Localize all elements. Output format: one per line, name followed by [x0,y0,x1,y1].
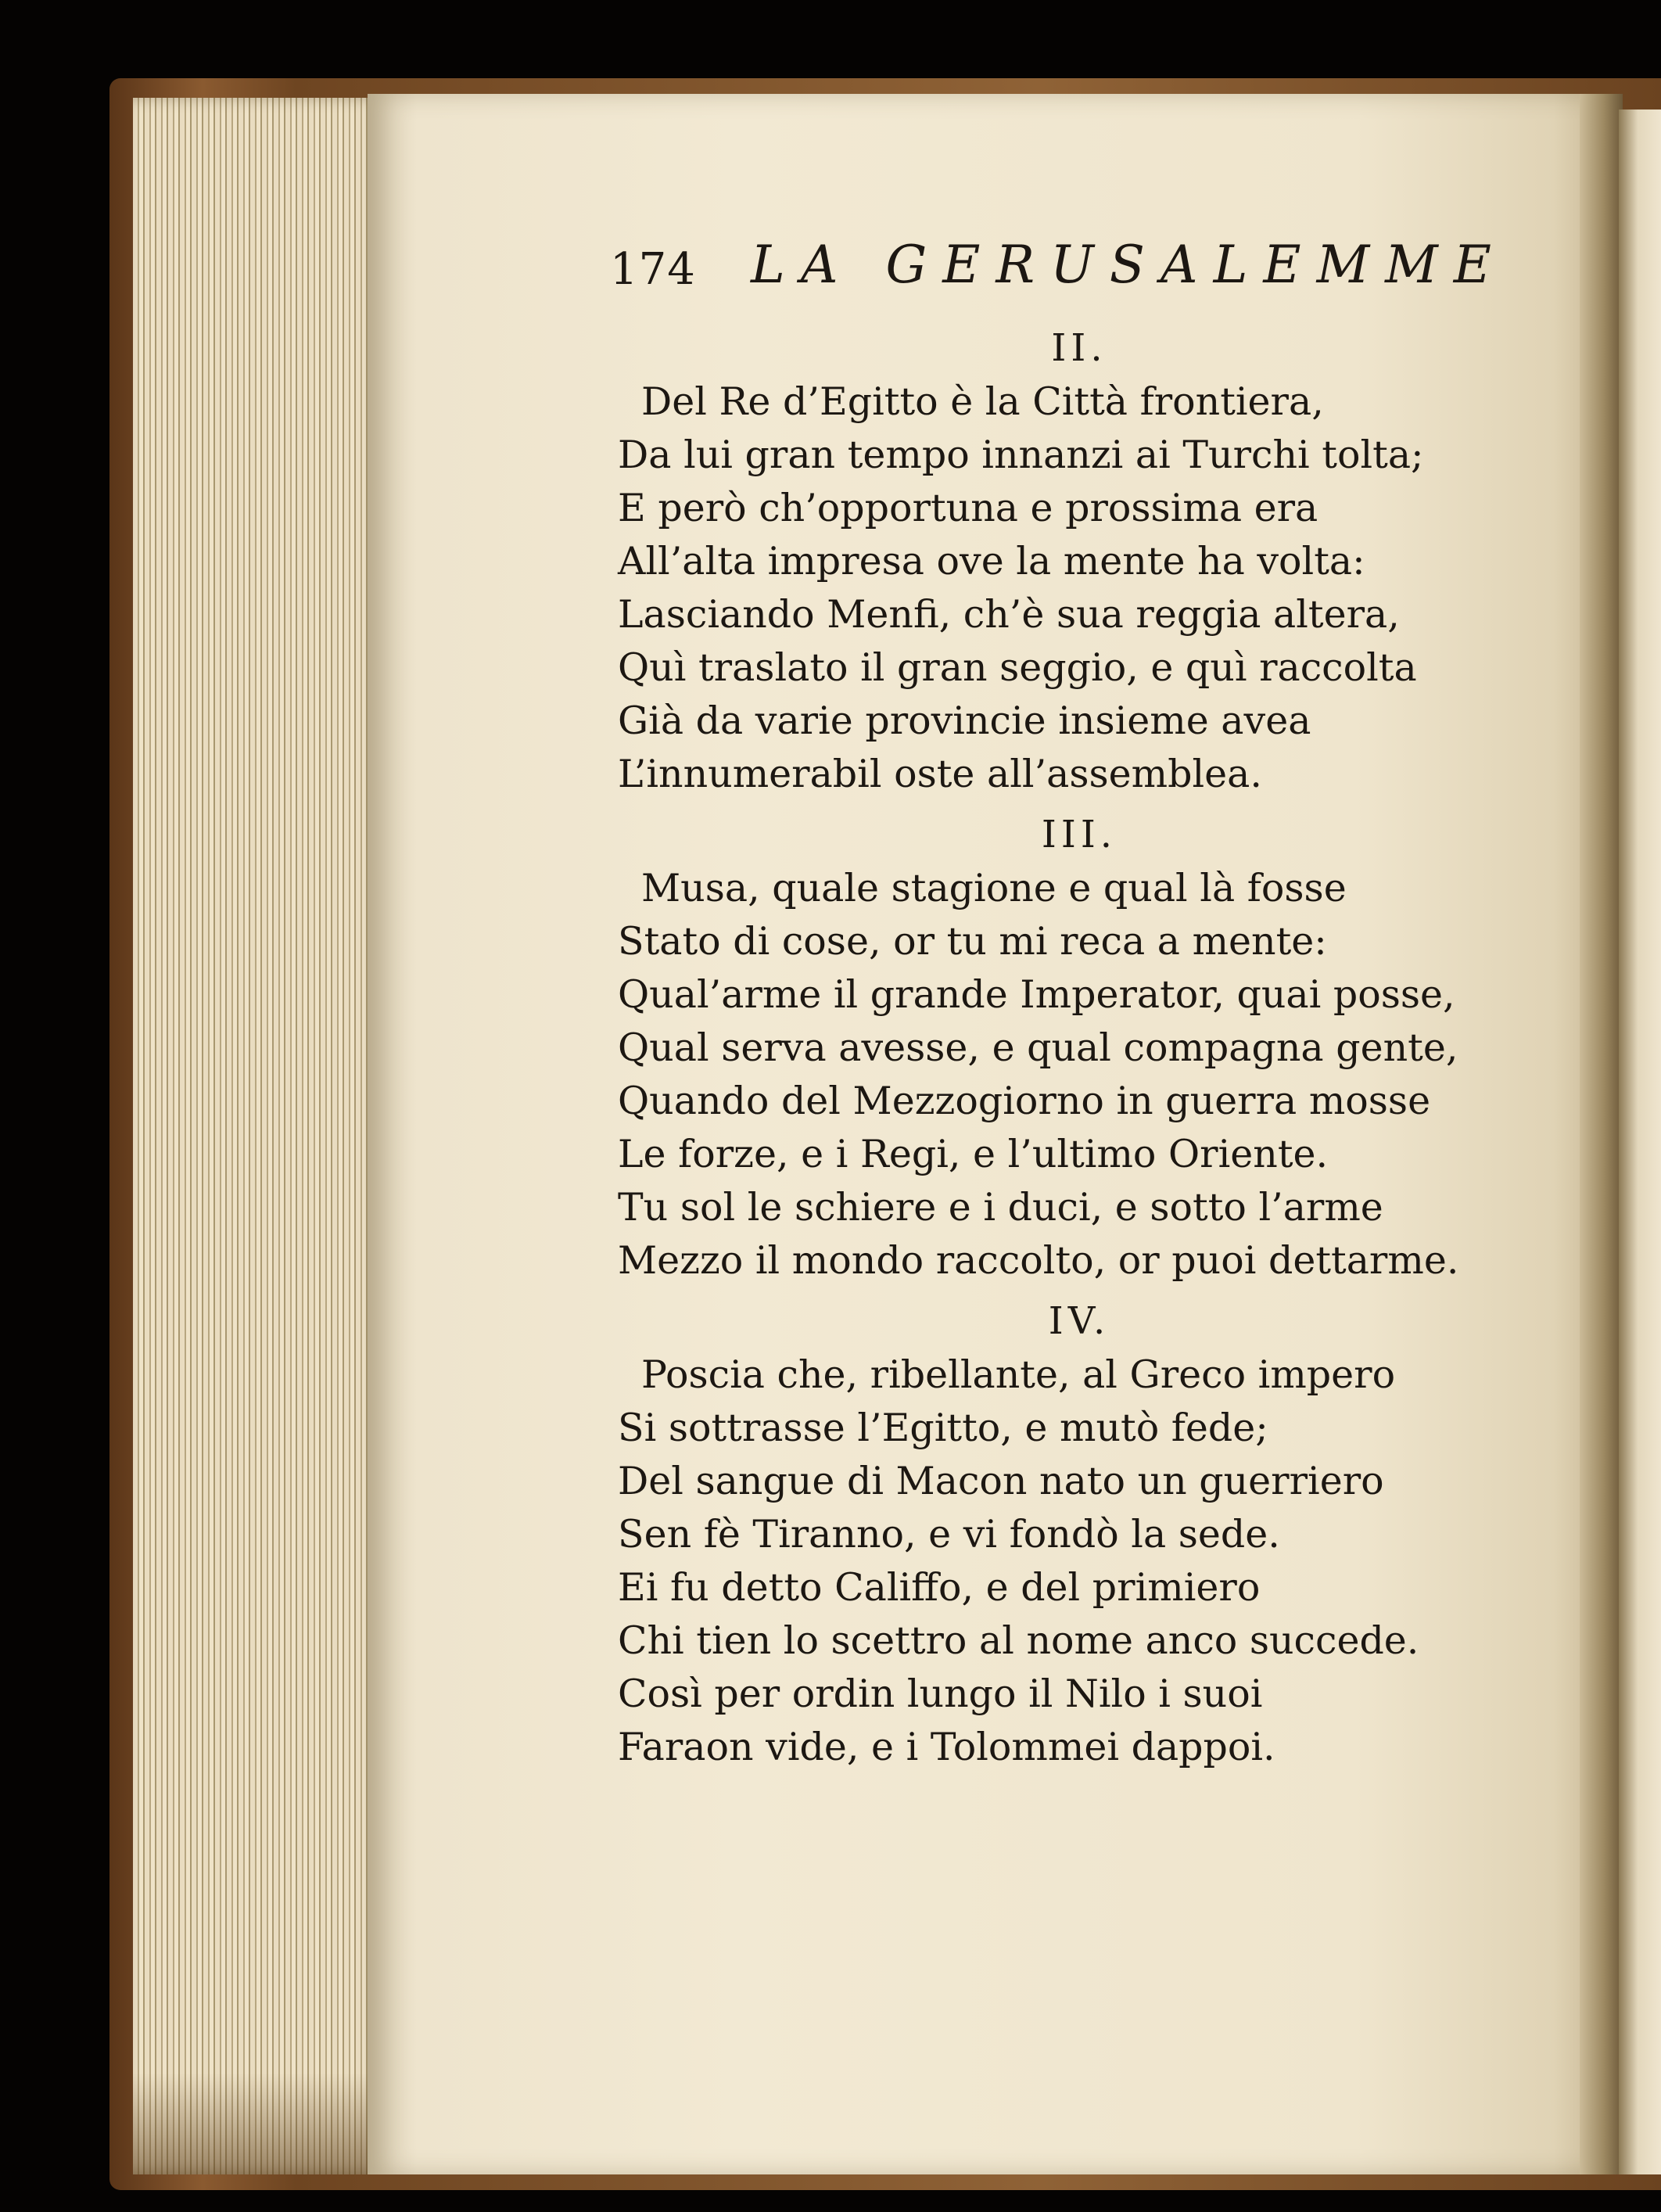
verse-line: Quando del Mezzogiorno in guerra mosse [618,1079,1431,1123]
verse-line: Da lui gran tempo innanzi ai Turchi tolta; [618,433,1424,477]
verse-line: Sen fè Tiranno, e vi fondò la sede. [618,1512,1280,1557]
verse-line: Si sottrasse l’Egitto, e mutò fede; [618,1406,1268,1450]
stanza [602,321,1424,801]
verse-line: Del Re d’Egitto è la Città frontiera, [641,379,1324,424]
verse-line: All’alta impresa ove la mente ha volta: [618,539,1365,584]
verse-line: Stato di cose, or tu mi reca a mente: [618,919,1327,964]
facing-page [1619,110,1661,2174]
verse-line: E però ch’opportuna e prossima era [618,486,1318,530]
verse-line: Chi tien lo scettro al nome anco succede. [618,1618,1419,1663]
stanza [602,1294,1419,1774]
stanza-numeral: II. [1051,326,1107,370]
running-title: LA GERUSALEMME [751,235,1507,295]
verse-line: Del sangue di Macon nato un guerriero [618,1459,1384,1503]
verse-line: Lasciando Menfi, ch’è sua reggia altera, [618,592,1400,637]
stanza-numeral: III. [1041,813,1117,856]
verse-line: Già da varie provincie insieme avea [618,698,1311,743]
verse-line: Ei fu detto Califfo, e del primiero [618,1565,1261,1610]
book-gutter [1580,94,1623,2174]
verse-line: Tu sol le schiere e i duci, e sotto l’arme [618,1185,1383,1230]
verse-line: Poscia che, ribellante, al Greco impero [641,1352,1396,1397]
page-header [602,235,1507,321]
verse-line: L’innumerabil oste all’assemblea. [618,752,1262,796]
verse-line: Le forze, e i Regi, e l’ultimo Oriente. [618,1132,1329,1176]
page-text [602,235,1507,1780]
verse-line: Mezzo il mondo raccolto, or puoi dettarme. [618,1238,1459,1283]
page-number: 174 [610,244,696,295]
stanza-numeral: IV. [1048,1299,1110,1343]
page-edges [133,98,383,2174]
verse-line: Qual serva avesse, e qual compagna gente, [618,1025,1458,1070]
verse-line: Faraon vide, e i Tolommei dappoi. [618,1725,1275,1769]
verse-line: Musa, quale stagione e qual là fosse [641,866,1347,910]
verse-line: Quì traslato il gran seggio, e quì raccolta [618,645,1417,690]
verse-line: Qual’arme il grande Imperator, quai posse, [618,972,1455,1017]
page-edges-shadow [133,2073,383,2174]
verse-line: Così per ordin lungo il Nilo i suoi [618,1672,1263,1716]
stanza [602,807,1459,1287]
